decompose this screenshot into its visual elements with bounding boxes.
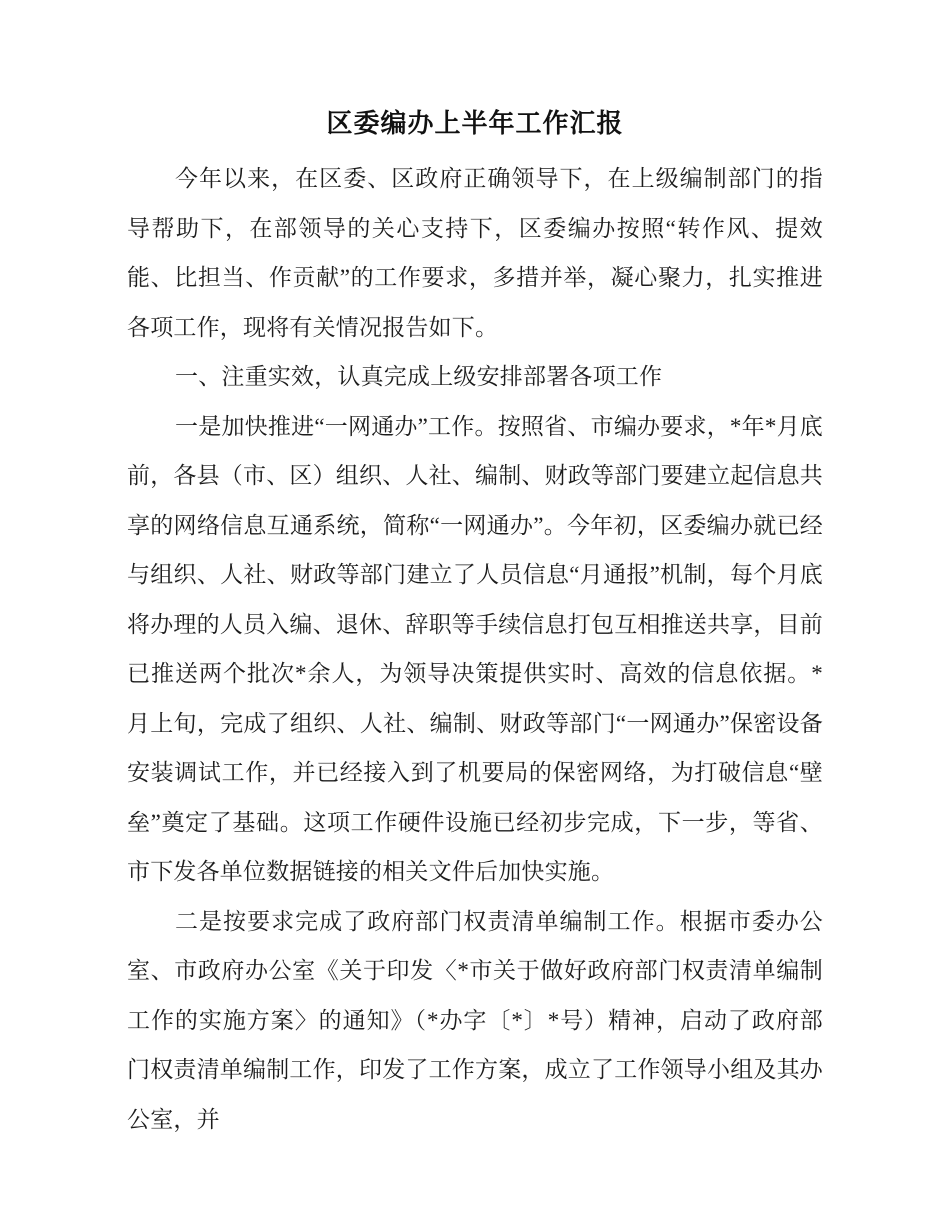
document-title: 区委编办上半年工作汇报 — [326, 109, 624, 138]
paragraph-point-1: 一是加快推进“一网通办”工作。按照省、市编办要求，*年*月底前，各县（市、区）组织、人社、编制、财政等部门要建立起信息共享的网络信息互通系统，简称“一网通办”。今年初，区委编办就已经与组织、人社、财政等部门建立了人员信息“月通报”机制，每个月底将办理的人员入编、退休、辞职等手续信息打包互相推送共享，目前已推送两个批次*余人，为领导决策提供实时、高效的信息依据。*月上旬，完成了组织、人社、编制、财政等部门“一网通办”保密设备安装调试工作，并已经接入到了机要局的保密网络，为打破信息“壁垒”奠定了基础。这项工作硬件设施已经初步完成，下一步，等省、市下发各单位数据链接的相关文件后加快实施。 — [127, 413, 823, 884]
section-1-heading: 一、注重实效，认真完成上级安排部署各项工作 — [175, 364, 663, 389]
document-body — [127, 154, 823, 1144]
paragraph-intro: 今年以来，在区委、区政府正确领导下，在上级编制部门的指导帮助下，在部领导的关心支持下，区委编办按照“转作风、提效能、比担当、作贡献”的工作要求，多措并举，凝心聚力，扎实推进各项工作，现将有关情况报告如下。 — [127, 166, 823, 340]
paragraph-point-2: 二是按要求完成了政府部门权责清单编制工作。根据市委办公室、市政府办公室《关于印发〈*市关于做好政府部门权责清单编制工作的实施方案〉的通知》（*办字〔*〕*号）精神，启动了政府部门权责清单编制工作，印发了工作方案，成立了工作领导小组及其办公室，并 — [127, 908, 823, 1132]
